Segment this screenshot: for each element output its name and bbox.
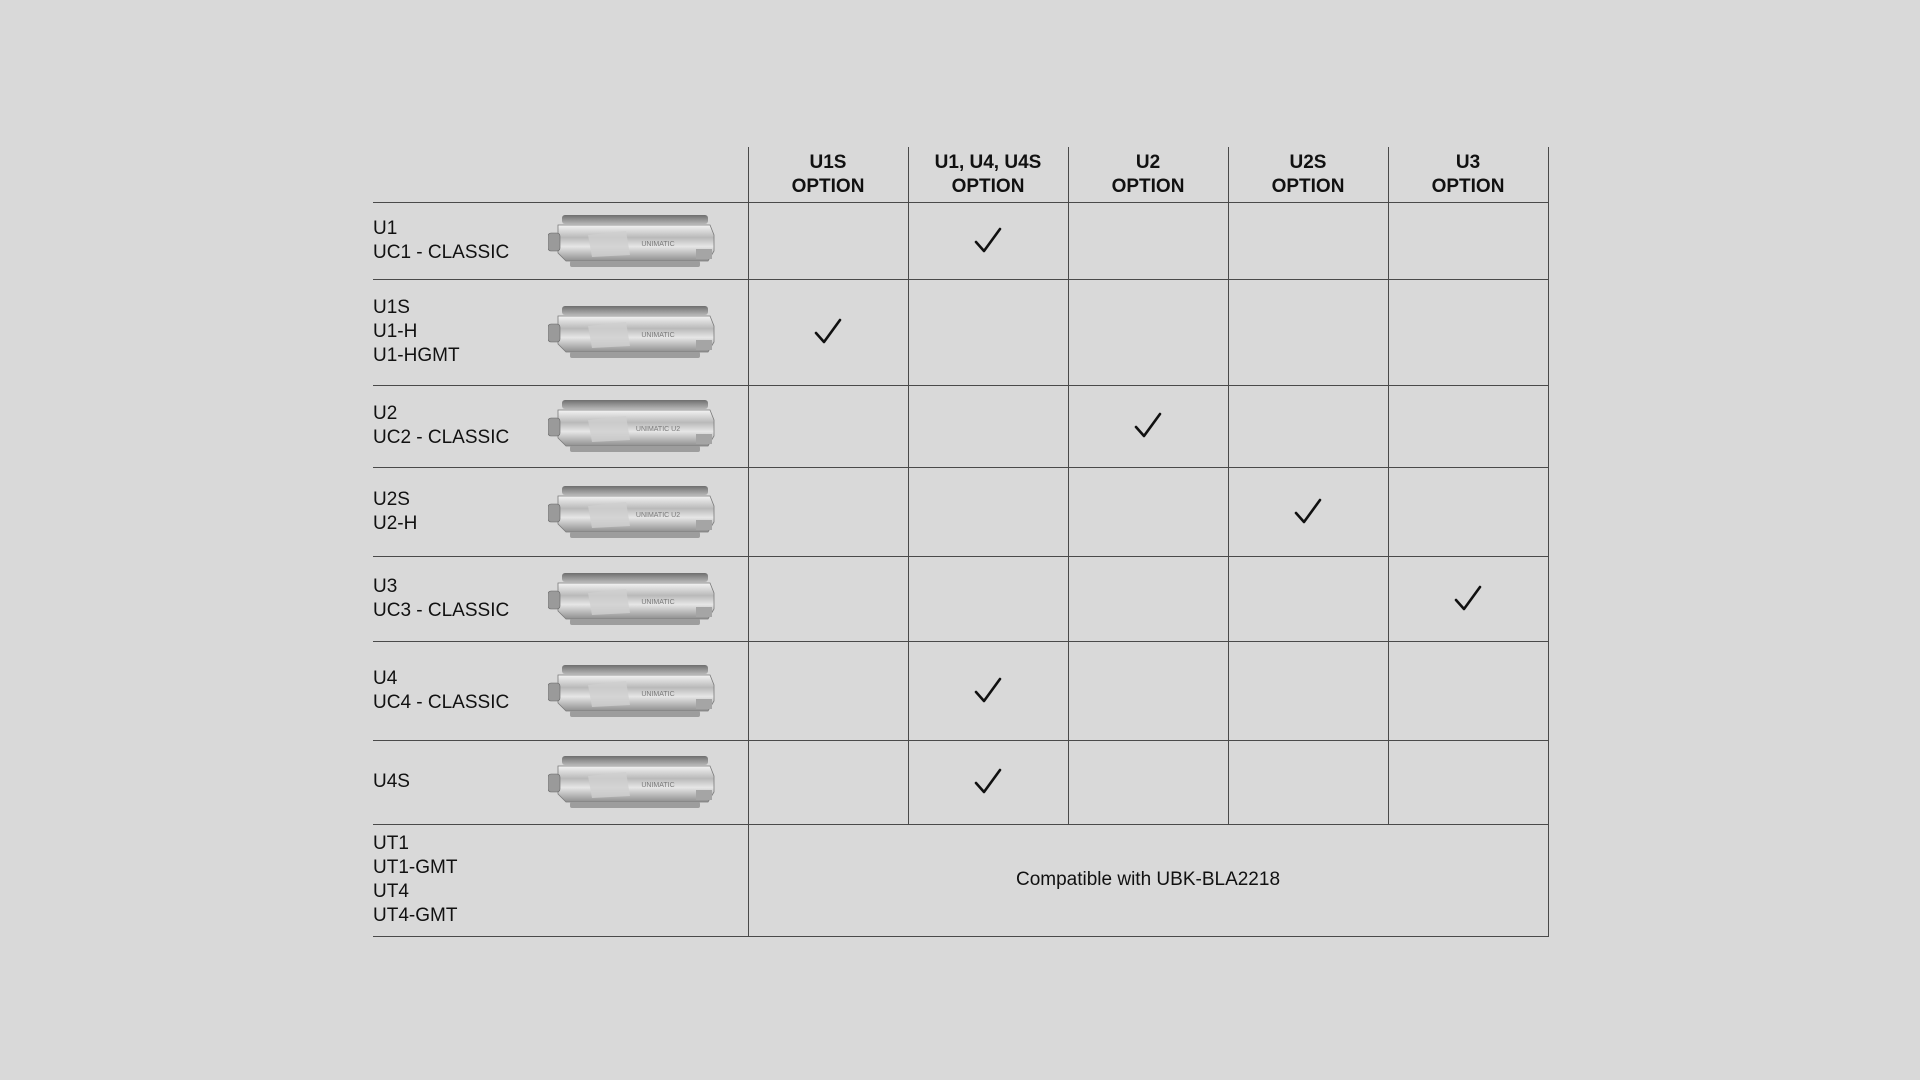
column-header-u3 [1388, 147, 1548, 203]
watch-case-side-icon [548, 750, 718, 814]
case-engraving: UNIMATIC [641, 782, 675, 790]
model-name: UC2 - CLASSIC [373, 427, 510, 449]
option-cell-u2s [1228, 556, 1388, 641]
column-header-line: OPTION [1271, 175, 1345, 197]
model-name: U4S [373, 771, 410, 793]
column-header-line: OPTION [951, 175, 1025, 197]
model-name: U1S [373, 297, 410, 319]
column-header-line: OPTION [1431, 175, 1505, 197]
option-cell-u1-u4-u4s [908, 641, 1068, 740]
option-cell-u3 [1388, 385, 1548, 467]
option-cell-u2s [1228, 203, 1388, 280]
model-cell [373, 467, 748, 556]
model-cell [373, 279, 748, 385]
table-row [373, 641, 1548, 740]
option-cell-u1-u4-u4s [908, 740, 1068, 824]
model-name: UC4 - CLASSIC [373, 691, 510, 713]
watch-case-side-icon [548, 659, 718, 723]
option-cell-u1s [748, 641, 908, 740]
option-cell-u3 [1388, 740, 1548, 824]
model-name: U2-H [373, 512, 418, 534]
option-cell-u3 [1388, 203, 1548, 280]
footer-row [373, 824, 1548, 937]
table-row [373, 203, 1548, 280]
option-cell-u1s [748, 556, 908, 641]
model-cell [373, 740, 748, 824]
option-cell-u2 [1068, 467, 1228, 556]
watch-case-side-icon [548, 300, 718, 364]
option-cell-u1s [748, 203, 908, 280]
option-cell-u3 [1388, 467, 1548, 556]
model-name: UT4 [373, 881, 409, 903]
option-cell-u1s [748, 385, 908, 467]
case-engraving: UNIMATIC U2 [635, 426, 681, 434]
option-cell-u1s [748, 740, 908, 824]
checkmark-icon [970, 764, 1006, 800]
model-name: U2S [373, 488, 410, 510]
option-cell-u3 [1388, 279, 1548, 385]
watch-case-side-icon [548, 567, 718, 631]
option-cell-u1-u4-u4s [908, 385, 1068, 467]
model-name: UT1-GMT [373, 857, 458, 879]
model-name: UC1 - CLASSIC [373, 241, 510, 263]
option-cell-u1s [748, 467, 908, 556]
option-cell-u2 [1068, 556, 1228, 641]
column-header-line: U3 [1455, 151, 1481, 173]
table-row [373, 740, 1548, 824]
column-header-u2 [1068, 147, 1228, 203]
option-cell-u1-u4-u4s [908, 279, 1068, 385]
table-row [373, 279, 1548, 385]
model-name: U1-H [373, 321, 418, 343]
column-header-u2s [1228, 147, 1388, 203]
option-cell-u1-u4-u4s [908, 467, 1068, 556]
model-cell [373, 641, 748, 740]
column-header-line: U2S [1289, 151, 1327, 173]
option-cell-u2s [1228, 641, 1388, 740]
case-engraving: UNIMATIC [641, 690, 675, 698]
case-engraving: UNIMATIC [641, 598, 675, 606]
model-name: U1 [373, 217, 398, 239]
compatibility-table [373, 147, 1549, 937]
option-cell-u2 [1068, 641, 1228, 740]
table-body [373, 203, 1548, 937]
checkmark-icon [1290, 494, 1326, 530]
table-row [373, 556, 1548, 641]
case-engraving: UNIMATIC U2 [635, 511, 681, 519]
compatibility-note: Compatible with UBK-BLA2218 [748, 824, 1548, 937]
option-cell-u2s [1228, 467, 1388, 556]
watch-case-side-icon [548, 209, 718, 273]
watch-case-side-icon [548, 480, 718, 544]
column-header-line: OPTION [1111, 175, 1185, 197]
option-cell-u1s [748, 279, 908, 385]
model-name: U1-HGMT [373, 345, 460, 367]
option-cell-u3 [1388, 641, 1548, 740]
checkmark-icon [1450, 581, 1486, 617]
header-row [373, 147, 1548, 203]
column-header-u1s [748, 147, 908, 203]
option-cell-u3 [1388, 556, 1548, 641]
option-cell-u1-u4-u4s [908, 556, 1068, 641]
option-cell-u2 [1068, 279, 1228, 385]
column-header-u1-u4-u4s [908, 147, 1068, 203]
model-name: U4 [373, 667, 398, 689]
option-cell-u1-u4-u4s [908, 203, 1068, 280]
case-engraving: UNIMATIC [641, 240, 675, 248]
column-header-line: U1S [809, 151, 847, 173]
option-cell-u2s [1228, 385, 1388, 467]
column-header-line: U2 [1135, 151, 1161, 173]
model-name: UT4-GMT [373, 905, 458, 927]
model-names [373, 832, 748, 928]
table-row [373, 385, 1548, 467]
header-corner-cell [373, 147, 748, 203]
option-cell-u2s [1228, 740, 1388, 824]
model-name: U2 [373, 403, 398, 425]
model-cell [373, 385, 748, 467]
model-cell [373, 556, 748, 641]
column-header-line: OPTION [791, 175, 865, 197]
model-name: UT1 [373, 833, 409, 855]
case-engraving: UNIMATIC [641, 332, 675, 340]
model-cell [373, 824, 748, 937]
option-cell-u2s [1228, 279, 1388, 385]
option-cell-u2 [1068, 740, 1228, 824]
option-cell-u2 [1068, 385, 1228, 467]
model-name: UC3 - CLASSIC [373, 599, 510, 621]
checkmark-icon [1130, 408, 1166, 444]
model-cell [373, 203, 748, 280]
table-row [373, 467, 1548, 556]
checkmark-icon [970, 223, 1006, 259]
option-cell-u2 [1068, 203, 1228, 280]
model-name: U3 [373, 575, 398, 597]
column-header-line: U1, U4, U4S [934, 151, 1042, 173]
checkmark-icon [970, 673, 1006, 709]
watch-case-side-icon [548, 394, 718, 458]
checkmark-icon [810, 314, 846, 350]
